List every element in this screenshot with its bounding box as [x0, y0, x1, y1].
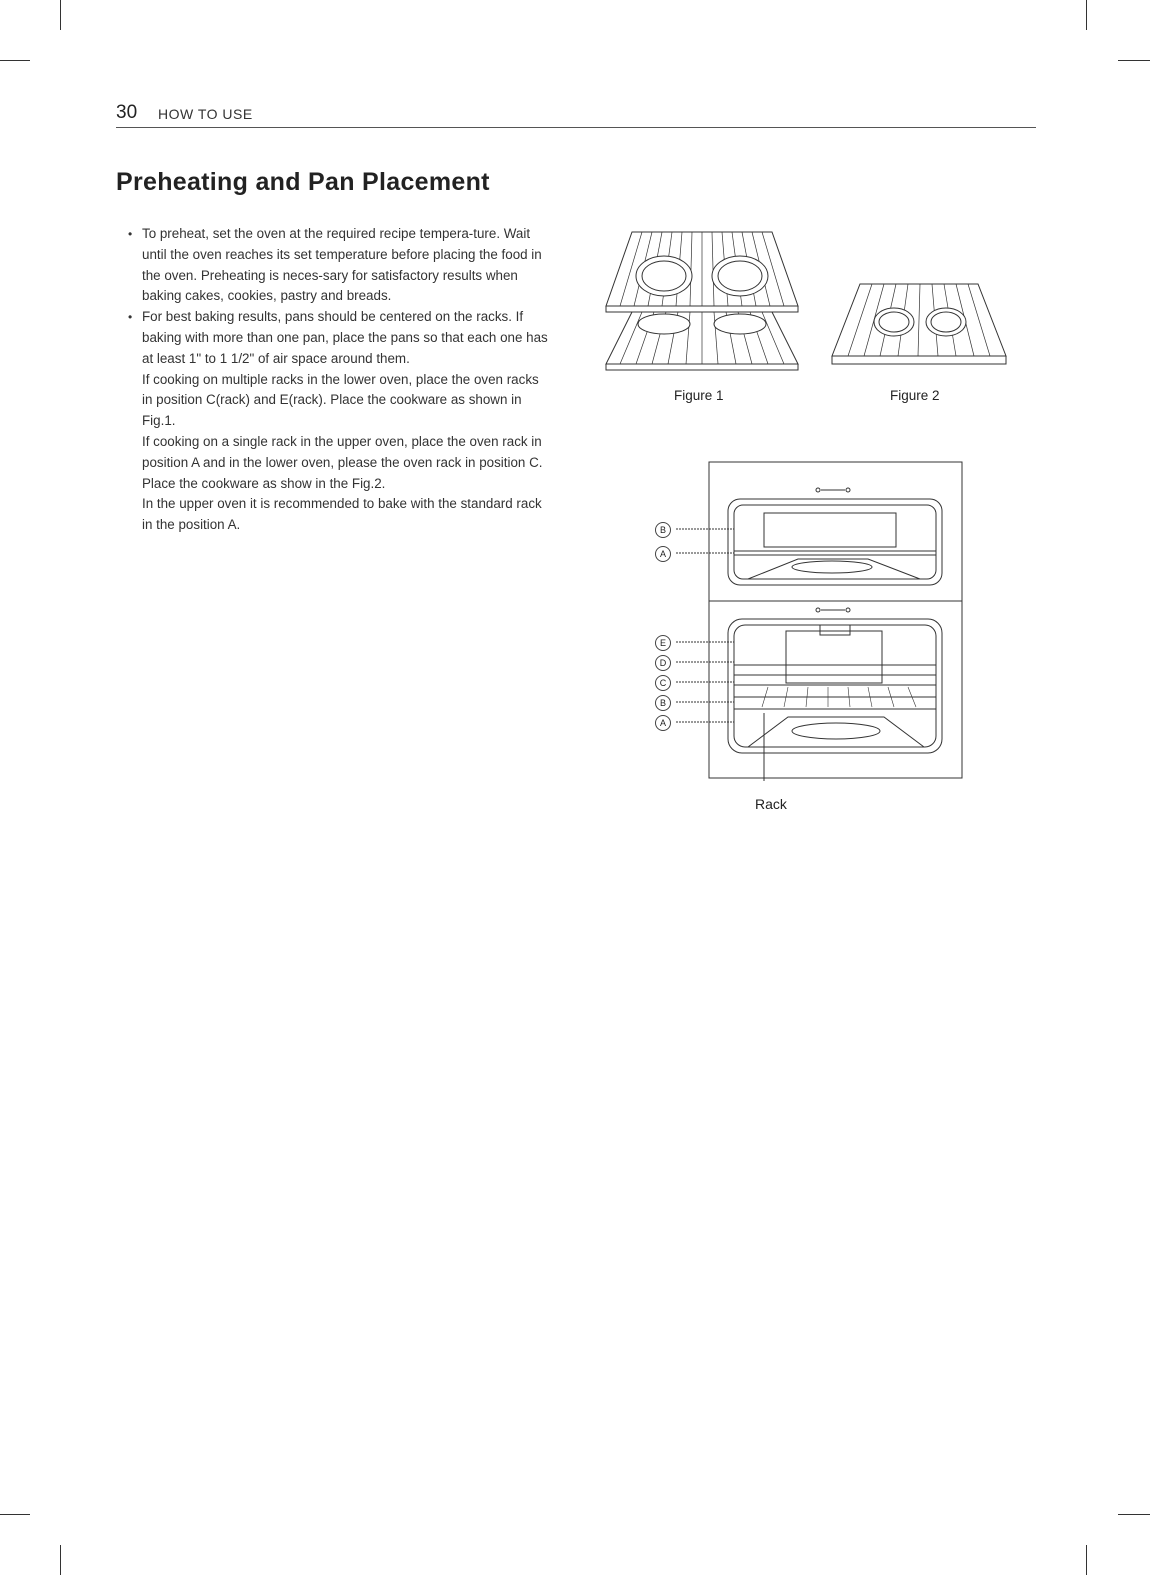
- paragraph: If cooking on multiple racks in the lower oven, place the oven racks in position C(rack) and E(rack). Place the cookware as shown in Fig.1.: [142, 371, 539, 429]
- figure-1-caption: Figure 1: [674, 388, 724, 403]
- figure-2-illustration: [828, 280, 1010, 372]
- crop-mark: [1086, 1545, 1087, 1575]
- bullet-list: [128, 224, 548, 370]
- lower-position-b-label: B: [655, 695, 671, 711]
- figure-1-illustration: [602, 228, 802, 378]
- page-header: [116, 101, 1036, 128]
- upper-position-a-label: A: [655, 546, 671, 562]
- rack-label: Rack: [755, 796, 787, 812]
- paragraph: In the upper oven it is recommended to bake with the standard rack in the position A.: [142, 496, 542, 533]
- bullet-item: • To preheat, set the oven at the required recipe tempera-ture. Wait until the oven reaches its set temperature before placing the food in the oven. Preheating is neces-sary for satisfactory results when baking cakes, cookies, pastry and breads.: [128, 224, 548, 307]
- crop-mark: [0, 1514, 30, 1515]
- instructions: [128, 224, 548, 536]
- crop-mark: [1118, 60, 1150, 61]
- crop-mark: [1118, 1514, 1150, 1515]
- page-title: Preheating and Pan Placement: [116, 168, 490, 196]
- lower-position-e-label: E: [655, 635, 671, 651]
- bullet-item: • For best baking results, pans should be centered on the racks. If baking with more than one pan, place the pans so that each one has at least 1" to 1 1/2" of air space around them.: [128, 307, 548, 369]
- lower-position-a-label: A: [655, 715, 671, 731]
- page-number: 30: [116, 102, 138, 123]
- lower-position-d-label: D: [655, 655, 671, 671]
- crop-mark: [1086, 0, 1087, 30]
- crop-mark: [60, 1545, 61, 1575]
- figure-2-caption: Figure 2: [890, 388, 940, 403]
- position-leader-lines: [668, 520, 738, 730]
- upper-position-b-label: B: [655, 522, 671, 538]
- double-oven-diagram: [708, 461, 964, 781]
- crop-mark: [0, 60, 30, 61]
- crop-mark: [60, 0, 61, 30]
- lower-position-c-label: C: [655, 675, 671, 691]
- section-title: HOW TO USE: [158, 106, 253, 122]
- paragraph: If cooking on a single rack in the upper oven, place the oven rack in position A and in the lower oven, please the oven rack in position C. Place the cookware as show in the Fig.2.: [142, 433, 543, 491]
